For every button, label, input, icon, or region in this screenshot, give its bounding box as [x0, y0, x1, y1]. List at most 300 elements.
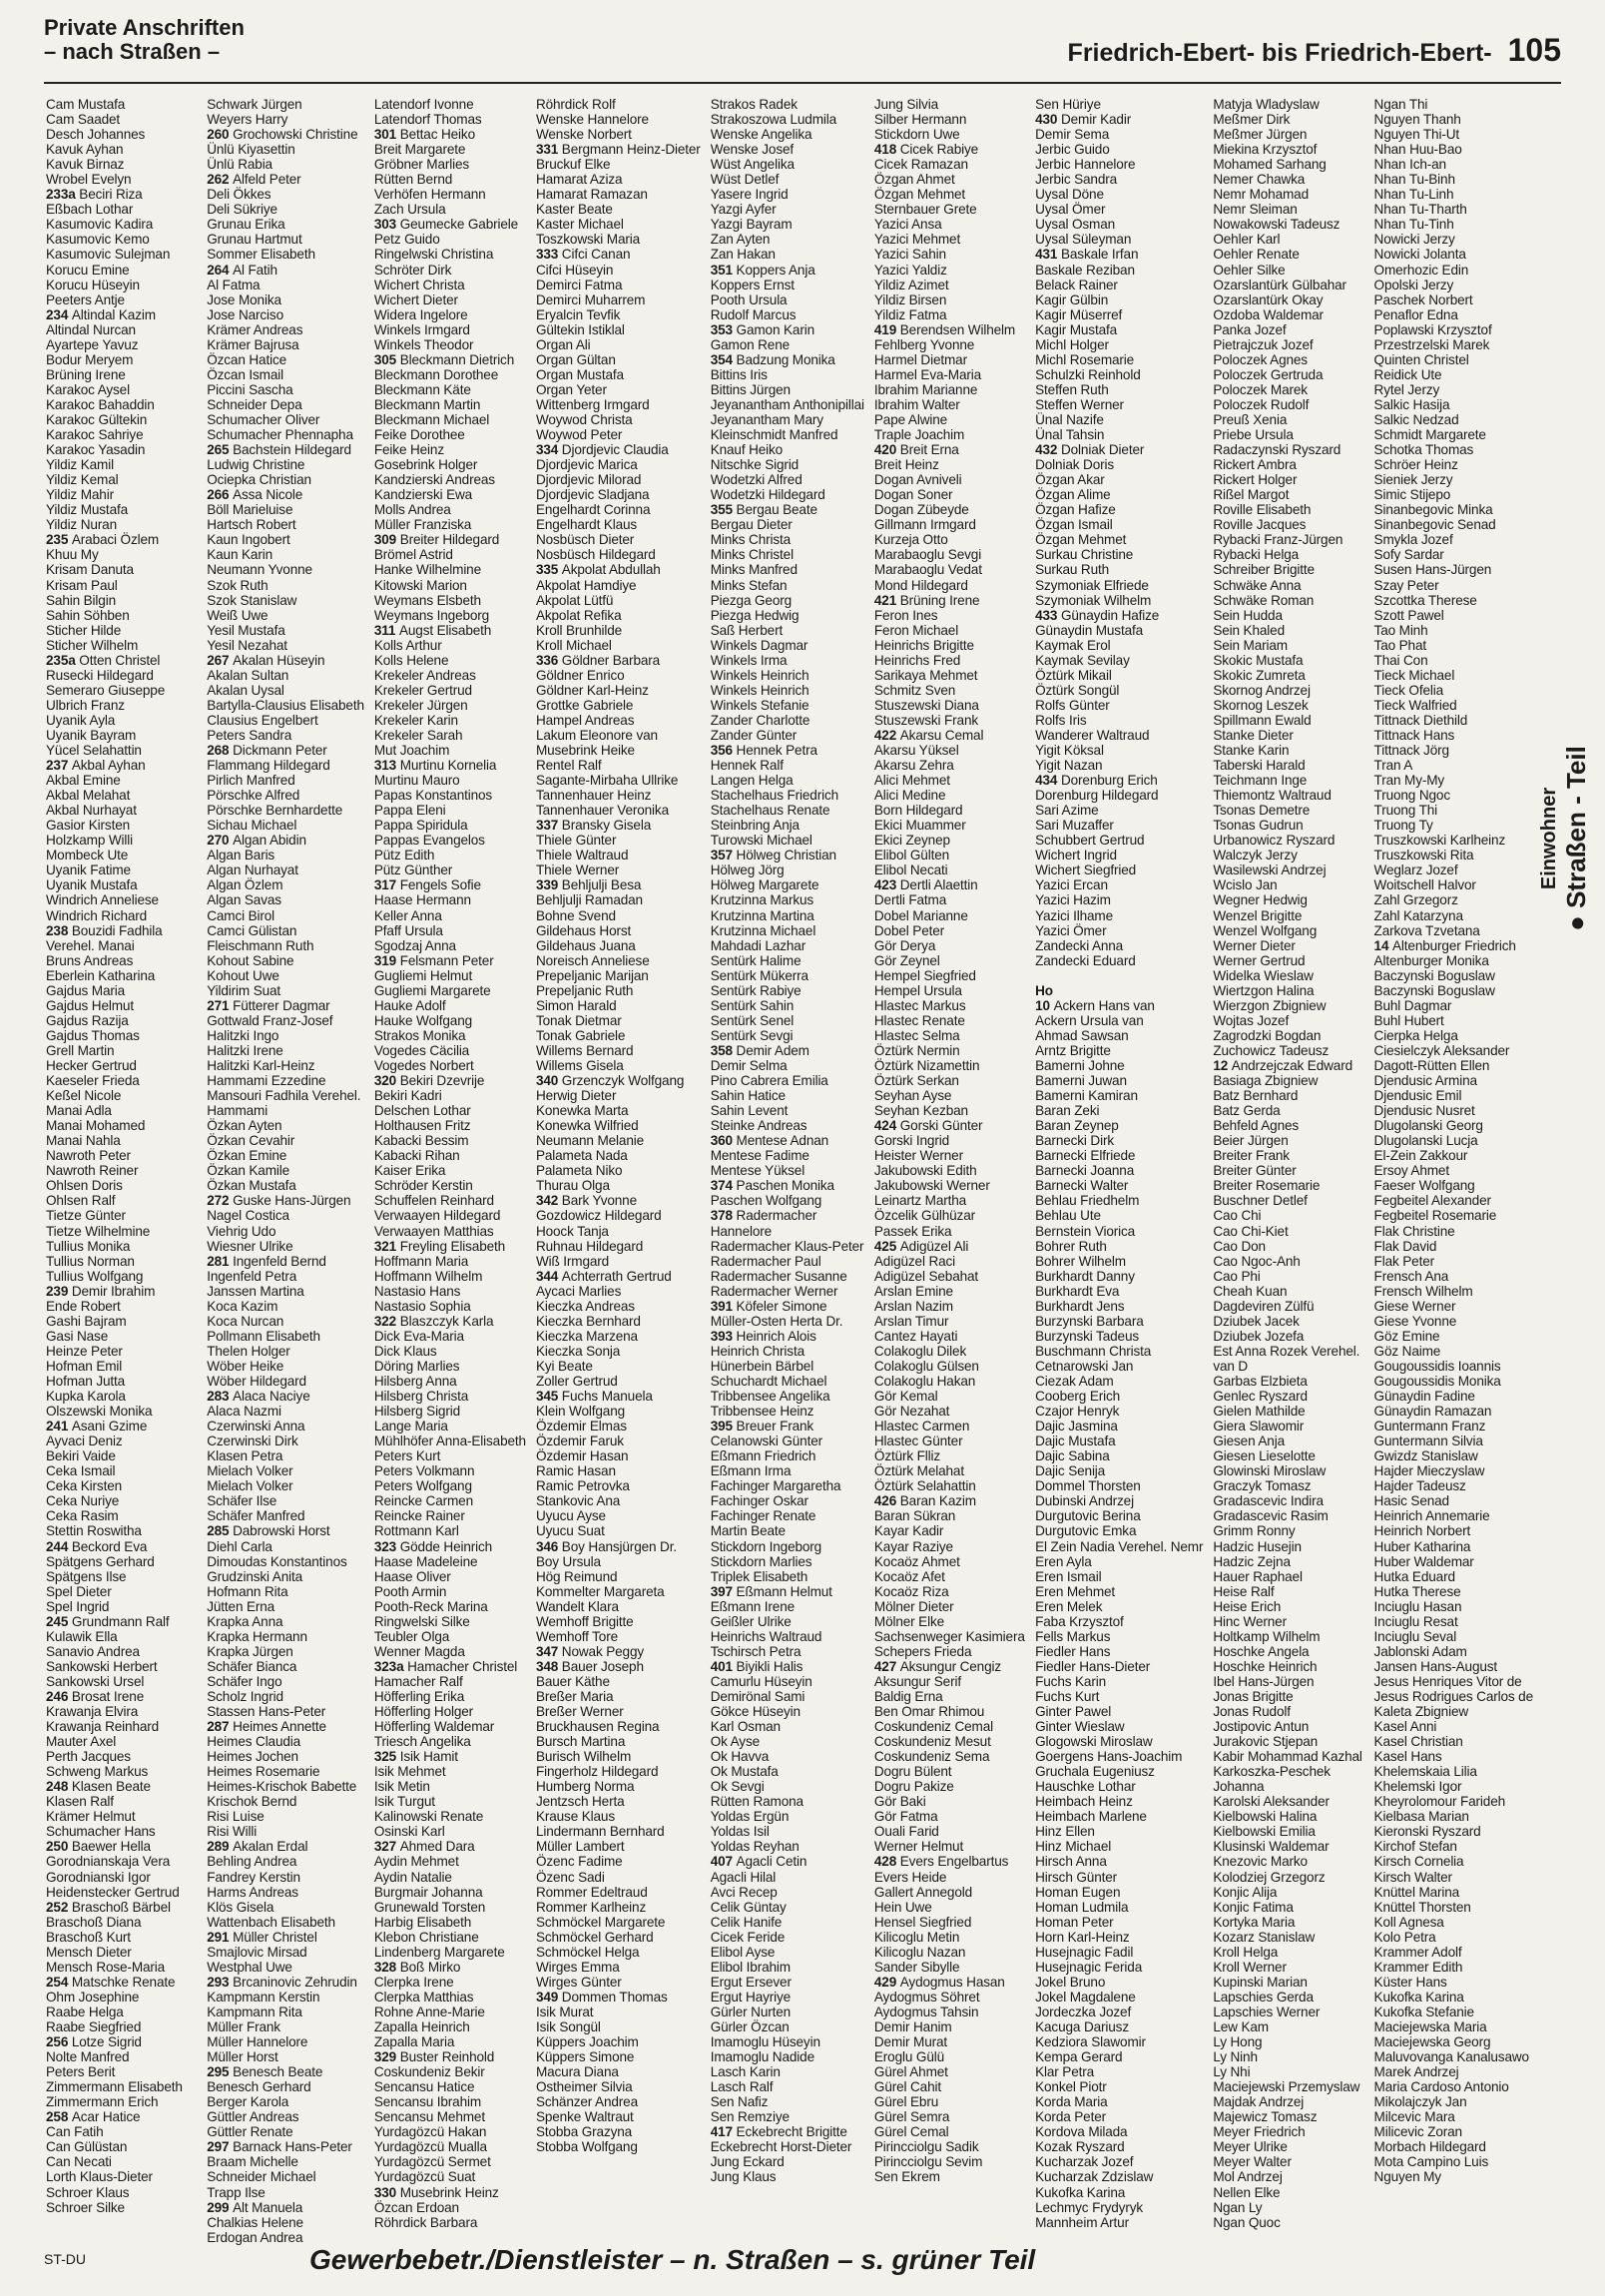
- directory-entry: El-Zein Zakkour: [1373, 1148, 1468, 1164]
- directory-entry: Krekeler Karin: [373, 712, 458, 728]
- directory-entry: Fingerholz Hildegard: [535, 1764, 659, 1780]
- directory-entry: 265 Bachstein Hildegard: [207, 442, 351, 458]
- directory-entry: Cao Phi: [1213, 1268, 1261, 1284]
- directory-entry: Tietze Wilhelmine: [46, 1223, 151, 1239]
- directory-entry: Pirlich Manfred: [207, 773, 295, 789]
- directory-entry: Stankovic Ana: [535, 1493, 621, 1509]
- directory-entry: Rytel Jerzy: [1373, 381, 1440, 397]
- directory-entry: Kleinschmidt Manfred: [710, 427, 838, 443]
- directory-entry: Hensel Siegfried: [873, 1914, 972, 1930]
- directory-entry: Kasumovic Kadira: [46, 217, 154, 233]
- directory-entry: Radaczynski Ryszard: [1213, 442, 1341, 458]
- directory-entry: Nguyen Thanh: [1373, 112, 1461, 128]
- directory-entry: Paschen Wolfgang: [710, 1193, 822, 1209]
- directory-entry: Kaun Karin: [207, 547, 272, 563]
- directory-entry: Surkau Ruth: [1035, 562, 1110, 578]
- directory-entry: Feike Heinz: [373, 442, 444, 458]
- directory-entry: Ginter Wieslaw: [1035, 1719, 1125, 1735]
- directory-entry: Zimmermann Erich: [46, 2094, 159, 2110]
- directory-entry: Tittnack Hans: [1373, 727, 1455, 743]
- directory-entry: 358 Demir Adem: [710, 1042, 809, 1058]
- directory-entry: Ceka Ismail: [46, 1463, 116, 1479]
- directory-entry: Hofman Emil: [46, 1358, 123, 1374]
- directory-entry: Horn Karl-Heinz: [1035, 1929, 1130, 1945]
- directory-entry: Giese Werner: [1373, 1298, 1456, 1314]
- directory-entry: Winkels Stefanie: [710, 697, 809, 713]
- directory-entry: Buhl Hubert: [1373, 1012, 1444, 1028]
- directory-entry: Eßmann Friedrich: [710, 1448, 816, 1464]
- directory-entry: Uyanik Mustafa: [46, 877, 138, 893]
- directory-entry: Haase Madeleine: [373, 1553, 478, 1569]
- directory-entry: Tittnack Diethild: [1373, 712, 1468, 728]
- directory-entry: Colakoglu Gülsen: [873, 1358, 979, 1374]
- directory-entry: Herwig Dieter: [535, 1088, 617, 1104]
- directory-entry: Gashi Bajram: [46, 1313, 127, 1329]
- directory-entry: Karakoc Yasadin: [46, 442, 146, 458]
- directory-entry: Lakum Eleonore van: [535, 727, 658, 743]
- directory-entry: Schweng Markus: [46, 1764, 149, 1780]
- directory-entry: Ok Mustafa: [710, 1764, 779, 1780]
- directory-entry: Ünal Tahsin: [1035, 427, 1105, 443]
- directory-entry: Wenske Norbert: [535, 127, 632, 143]
- directory-entry: Jung Eckard: [710, 2154, 785, 2170]
- directory-entry: Breit Heinz: [873, 457, 939, 473]
- directory-entry: Ceka Kirsten: [46, 1478, 123, 1494]
- directory-entry: Ly Hong: [1213, 2034, 1263, 2050]
- directory-entry: Marabaoglu Vedat: [873, 562, 982, 578]
- directory-entry: Yoldas Reyhan: [710, 1839, 800, 1855]
- directory-entry: Gasior Kirsten: [46, 818, 131, 834]
- directory-entry: Krapka Hermann: [207, 1628, 307, 1644]
- directory-entry: Kasel Hans: [1373, 1749, 1442, 1765]
- directory-entry: Grottke Gabriele: [535, 697, 634, 713]
- directory-entry: Feron Michael: [873, 622, 959, 638]
- directory-entry: Batz Gerda: [1213, 1103, 1281, 1119]
- directory-entry: Poloczek Gertruda: [1213, 366, 1324, 382]
- directory-entry: Tittnack Jörg: [1373, 743, 1449, 759]
- directory-entry: Szok Stanislaw: [207, 592, 297, 608]
- directory-entry: Zuchowicz Tadeusz: [1213, 1042, 1330, 1058]
- directory-entry: Zoller Gertrud: [535, 1373, 618, 1389]
- directory-entry: Fiedler Hans: [1035, 1643, 1111, 1659]
- directory-entry: Bohne Svend: [535, 907, 616, 923]
- directory-entry: Kalinowski Renate: [373, 1809, 484, 1825]
- directory-entry: Yazici Ansa: [873, 217, 942, 233]
- directory-entry: Huber Katharina: [1373, 1538, 1471, 1554]
- directory-entry: Coskundeniz Cemal: [873, 1719, 993, 1735]
- directory-entry: Kasumovic Kemo: [46, 232, 150, 248]
- directory-entry: Heimes-Krischok Babette: [207, 1779, 357, 1795]
- directory-entry: Schumacher Oliver: [207, 411, 320, 427]
- directory-entry: Prepeljanic Marijan: [535, 967, 649, 983]
- directory-entry: Spillmann Ewald: [1213, 712, 1312, 728]
- directory-entry: Coskundeniz Mesut: [873, 1734, 991, 1750]
- directory-entry: Nemer Chawka: [1213, 172, 1306, 188]
- directory-entry: van D: [1213, 1358, 1249, 1374]
- directory-entry: 244 Beckord Eva: [46, 1538, 148, 1554]
- directory-entry: Sinanbegovic Senad: [1373, 517, 1496, 533]
- directory-entry: Basiaga Zbigniew: [1213, 1073, 1319, 1089]
- directory-entry: 331 Bergmann Heinz-Dieter: [535, 142, 701, 158]
- directory-entry: Grunau Erika: [207, 217, 285, 233]
- directory-entry: 260 Grochowski Christine: [207, 127, 358, 143]
- directory-entry: Weymans Elsbeth: [373, 592, 481, 608]
- directory-entry: Schmidt Margarete: [1373, 427, 1486, 443]
- directory-entry: Kavuk Ayhan: [46, 142, 124, 158]
- directory-entry: Wenner Magda: [373, 1643, 465, 1659]
- directory-entry: Homan Ludmila: [1035, 1899, 1129, 1915]
- directory-entry: Jeyanantham Mary: [710, 411, 823, 427]
- directory-entry: 355 Bergau Beate: [710, 502, 817, 518]
- directory-entry: Stobba Grazyna: [535, 2124, 633, 2140]
- directory-entry: Müller Hannelore: [207, 2034, 308, 2050]
- directory-entry: Belack Rainer: [1035, 277, 1118, 292]
- directory-entry: Eßmann Irma: [710, 1463, 792, 1479]
- directory-entry: Kirsch Cornelia: [1373, 1854, 1464, 1870]
- directory-entry: Aksungur Serif: [873, 1673, 961, 1689]
- directory-entry: Hilsberg Christa: [373, 1389, 469, 1405]
- directory-entry: Gürler Özcan: [710, 2019, 790, 2034]
- directory-entry: Sagante-Mirbaha Ullrike: [535, 773, 679, 789]
- directory-entry: Bittins Jürgen: [710, 381, 791, 397]
- directory-entry: 419 Berendsen Wilhelm: [873, 321, 1016, 337]
- directory-entry: Bergau Dieter: [710, 517, 793, 533]
- directory-entry: Sein Mariam: [1213, 637, 1288, 653]
- directory-entry: Bamerni Juwan: [1035, 1073, 1127, 1089]
- directory-entry: Ramic Hasan: [535, 1463, 616, 1479]
- directory-entry: Nosbüsch Dieter: [535, 532, 635, 548]
- directory-entry: Korucu Hüseyin: [46, 277, 140, 292]
- directory-entry: Gradascevic Rasim: [1213, 1508, 1329, 1524]
- directory-entry: Rudolf Marcus: [710, 306, 797, 322]
- directory-entry: Fehlberg Yvonne: [873, 336, 975, 352]
- directory-entry: Organ Ali: [535, 336, 591, 352]
- directory-entry: Rommer Edeltraud: [535, 1884, 648, 1900]
- directory-entry: Schröter Dirk: [373, 262, 452, 278]
- directory-entry: Özdemir Faruk: [535, 1434, 624, 1449]
- directory-entry: Salkic Hasija: [1373, 396, 1450, 412]
- directory-entry: Ergut Ersever: [710, 1974, 792, 1990]
- directory-entry: Aydin Mehmet: [373, 1854, 459, 1870]
- directory-entry: Lorth Klaus-Dieter: [46, 2169, 153, 2185]
- directory-entry: Nguyen Thi-Ut: [1373, 127, 1459, 143]
- directory-entry: Hauer Raphael: [1213, 1568, 1303, 1584]
- directory-entry: Schmöckel Helga: [535, 1944, 640, 1960]
- directory-entry: Göldner Enrico: [535, 667, 625, 683]
- directory-entry: Willems Gisela: [535, 1058, 624, 1073]
- directory-entry: Altindal Nurcan: [46, 321, 136, 337]
- directory-entry: Kaster Michael: [535, 217, 624, 233]
- directory-entry: Özcan Hatice: [207, 351, 287, 367]
- directory-entry: Meyer Ulrike: [1213, 2139, 1288, 2155]
- directory-entry: Akbal Melahat: [46, 788, 131, 804]
- directory-entry: Mensch Rose-Maria: [46, 1959, 166, 1975]
- directory-entry: Yurdagözcü Sermet: [373, 2154, 491, 2170]
- directory-entry: Pino Cabrera Emilia: [710, 1073, 828, 1089]
- directory-entry: Wiesner Ulrike: [207, 1238, 293, 1254]
- directory-entry: 287 Heimes Annette: [207, 1719, 326, 1735]
- directory-entry: Gajdus Helmut: [46, 997, 134, 1013]
- directory-entry: Bittins Iris: [710, 366, 768, 382]
- directory-entry: Kukofka Stefanie: [1373, 2004, 1474, 2019]
- directory-entry: Czerwinski Anna: [207, 1419, 305, 1435]
- directory-entry: Strakos Monika: [373, 1027, 466, 1043]
- directory-entry: Eßbach Lothar: [46, 202, 134, 218]
- directory-entry: 256 Lotze Sigrid: [46, 2034, 142, 2050]
- directory-entry: Strakoszowa Ludmila: [710, 112, 837, 128]
- directory-entry: Kagir Gülbin: [1035, 291, 1109, 307]
- directory-entry: Gradascevic Indira: [1213, 1493, 1324, 1509]
- directory-entry: Garbas Elzbieta: [1213, 1373, 1308, 1389]
- directory-entry: Jerbic Guido: [1035, 142, 1110, 158]
- directory-entry: Isik Murat: [535, 2004, 594, 2019]
- directory-entry: Mauter Axel: [46, 1734, 117, 1750]
- directory-entry: 254 Matschke Renate: [46, 1974, 176, 1990]
- directory-entry: Fachinger Oskar: [710, 1493, 808, 1509]
- directory-entry: Mombeck Ute: [46, 848, 129, 863]
- directory-entry: Stanke Dieter: [1213, 727, 1294, 743]
- directory-column-4: [536, 97, 701, 2225]
- directory-entry: Sen Hüriye: [1035, 97, 1101, 112]
- directory-entry: Sarikaya Mehmet: [873, 667, 978, 683]
- directory-entry: Özenc Fadime: [535, 1854, 623, 1870]
- directory-entry: Arslan Emine: [873, 1283, 953, 1299]
- directory-entry: Thiele Günter: [535, 833, 617, 849]
- directory-entry: Heimes Rosemarie: [207, 1764, 320, 1780]
- directory-entry: Zander Charlotte: [710, 712, 810, 728]
- directory-entry: Rütten Bernd: [373, 172, 453, 188]
- directory-entry: Heise Erich: [1213, 1598, 1282, 1614]
- directory-entry: Holtkamp Wilhelm: [1213, 1628, 1321, 1644]
- directory-entry: Adigüzel Raci: [873, 1253, 956, 1269]
- directory-entry: Yoldas Isil: [710, 1824, 770, 1840]
- directory-entry: Uysal Osman: [1035, 217, 1116, 233]
- directory-entry: Sieniek Jerzy: [1373, 472, 1453, 488]
- directory-entry: Heinrichs Brigitte: [873, 637, 974, 653]
- directory-entry: Flak David: [1373, 1238, 1437, 1254]
- directory-entry: Gürler Nurten: [710, 2004, 792, 2019]
- directory-entry: Fleischmann Ruth: [207, 937, 314, 953]
- directory-entry: Steffen Ruth: [1035, 381, 1109, 397]
- directory-entry: Kolodziej Grzegorz: [1213, 1869, 1326, 1885]
- directory-entry: Yigit Nazan: [1035, 758, 1103, 774]
- directory-entry: Hilsberg Sigrid: [373, 1404, 461, 1420]
- directory-entry: Ohlsen Ralf: [46, 1193, 116, 1209]
- directory-entry: Stanke Karin: [1213, 743, 1290, 759]
- directory-entry: Cheah Kuan: [1213, 1283, 1288, 1299]
- directory-entry: Keller Anna: [373, 907, 442, 923]
- directory-entry: 309 Breiter Hildegard: [373, 532, 500, 548]
- directory-entry: Akarsu Yüksel: [873, 743, 959, 759]
- directory-entry: Bruckhausen Regina: [535, 1719, 660, 1735]
- directory-entry: Gürel Ahmet: [873, 2064, 948, 2080]
- directory-entry: Brüning Irene: [46, 366, 126, 382]
- directory-entry: 248 Klasen Beate: [46, 1779, 151, 1795]
- directory-entry: Koca Nurcan: [207, 1313, 284, 1329]
- directory-entry: Spätgens Gerhard: [46, 1553, 155, 1569]
- directory-entry: Ludwig Christine: [207, 457, 305, 473]
- directory-entry: Rohne Anne-Marie: [373, 2004, 485, 2019]
- directory-entry: Nawroth Reiner: [46, 1163, 139, 1179]
- directory-entry: Jeyanantham Anthonipillai: [710, 396, 864, 412]
- directory-entry: 356 Hennek Petra: [710, 743, 817, 759]
- directory-entry: Göz Naime: [1373, 1343, 1441, 1359]
- directory-entry: 433 Günaydin Hafize: [1035, 607, 1160, 623]
- directory-entry: 272 Guske Hans-Jürgen: [207, 1193, 351, 1209]
- directory-entry: Yoldas Ergün: [710, 1809, 790, 1825]
- directory-entry: Braschoß Kurt: [46, 1929, 131, 1945]
- directory-entry: Korda Peter: [1035, 2109, 1107, 2125]
- directory-entry: Wichert Dieter: [373, 291, 458, 307]
- directory-column-3: [373, 97, 526, 2230]
- directory-entry: Gör Fatma: [873, 1809, 938, 1825]
- directory-entry: Minks Stefan: [710, 577, 788, 593]
- directory-entry: Engelhardt Klaus: [535, 517, 638, 533]
- directory-entry: Schneider Depa: [207, 396, 302, 412]
- directory-entry: 313 Murtinu Kornelia: [373, 758, 497, 774]
- directory-entry: El Zein Nadia Verehel. Nemr: [1035, 1538, 1204, 1554]
- directory-entry: Uyucu Suat: [535, 1523, 605, 1539]
- directory-entry: Bartylla-Clausius Elisabeth: [207, 697, 364, 713]
- directory-entry: Eroglu Gülü: [873, 2049, 945, 2065]
- directory-entry: 334 Djordjevic Claudia: [535, 442, 669, 458]
- directory-entry: Yildiz Kemal: [46, 472, 119, 488]
- directory-entry: Alici Medine: [873, 788, 946, 804]
- directory-entry: Zapalla Heinrich: [373, 2019, 470, 2034]
- directory-entry: Kirchof Stefan: [1373, 1839, 1457, 1855]
- directory-entry: Hög Reimund: [535, 1568, 618, 1584]
- directory-entry: Minks Christa: [710, 532, 792, 548]
- directory-entry: Hinz Michael: [1035, 1839, 1112, 1855]
- directory-entry: 429 Aydogmus Hasan: [873, 1974, 1005, 1990]
- directory-entry: Tieck Ofelia: [1373, 682, 1444, 698]
- directory-entry: Wodetzki Hildegard: [710, 487, 825, 503]
- directory-entry: Dagdeviren Zülfü: [1213, 1298, 1315, 1314]
- directory-entry: Klar Petra: [1035, 2064, 1095, 2080]
- directory-entry: Kolo Petra: [1373, 1929, 1436, 1945]
- directory-entry: Petz Guido: [373, 232, 440, 248]
- side-tab-line1: Einwohner: [1538, 787, 1560, 890]
- directory-entry: Taberski Harald: [1213, 758, 1306, 774]
- directory-entry: Poloczek Agnes: [1213, 351, 1308, 367]
- directory-entry: Lechmyc Frydyryk: [1035, 2199, 1143, 2215]
- directory-entry: Kolls Helene: [373, 652, 449, 668]
- directory-entry: Buschner Detlef: [1213, 1193, 1308, 1209]
- directory-entry: Bohrer Wilhelm: [1035, 1253, 1126, 1269]
- directory-entry: Meyer Walter: [1213, 2154, 1292, 2170]
- directory-entry: Wittenberg Irmgard: [535, 396, 650, 412]
- directory-entry: Kielbasa Marian: [1373, 1809, 1469, 1825]
- directory-entry: 295 Benesch Beate: [207, 2064, 323, 2080]
- directory-entry: 397 Eßmann Helmut: [710, 1583, 832, 1599]
- directory-entry: Jokel Bruno: [1035, 1974, 1106, 1990]
- directory-entry: Hannelore: [710, 1223, 773, 1239]
- directory-entry: Algan Özlem: [207, 877, 283, 893]
- directory-entry: Tannenhauer Veronika: [535, 803, 669, 819]
- directory-entry: Gökce Hüseyin: [710, 1704, 801, 1720]
- directory-entry: Mentese Fadime: [710, 1148, 809, 1164]
- directory-entry: Sahin Hatice: [710, 1088, 786, 1104]
- directory-entry: Lew Kam: [1213, 2019, 1269, 2034]
- directory-entry: Baran Zeki: [1035, 1103, 1100, 1119]
- directory-entry: Schänzer Andrea: [535, 2094, 638, 2110]
- directory-entry: Ceka Rasim: [46, 1508, 119, 1524]
- directory-entry: Krammer Edith: [1373, 1959, 1463, 1975]
- directory-entry: Thiele Werner: [535, 862, 620, 878]
- directory-entry: Humberg Norma: [535, 1779, 635, 1795]
- directory-entry: 327 Ahmed Dara: [373, 1839, 475, 1855]
- directory-entry: Dajic Jasmina: [1035, 1419, 1118, 1435]
- directory-entry: Maria Cardoso Antonio: [1373, 2079, 1509, 2095]
- directory-column-9: [1374, 97, 1533, 2225]
- directory-entry: Skornog Andrzej: [1213, 682, 1311, 698]
- directory-entry: Flak Christine: [1373, 1223, 1455, 1239]
- directory-entry: Höfferling Waldemar: [373, 1719, 495, 1735]
- footer-code: ST-DU: [44, 2251, 86, 2267]
- directory-entry: Gildehaus Juana: [535, 937, 636, 953]
- directory-entry: Smajlovic Mirsad: [207, 1944, 307, 1960]
- directory-entry: 336 Göldner Barbara: [535, 652, 661, 668]
- directory-entry: Dick Eva-Maria: [373, 1328, 464, 1344]
- directory-entry: Yildiz Nuran: [46, 517, 117, 533]
- directory-entry: Gorodnianskaja Vera: [46, 1854, 171, 1870]
- directory-entry: Kieczka Sonja: [535, 1343, 621, 1359]
- directory-entry: Klös Gisela: [207, 1899, 274, 1915]
- directory-entry: Sencansu Ibrahim: [373, 2094, 482, 2110]
- directory-entry: Özcelik Gülhüzar: [873, 1208, 975, 1224]
- directory-entry: Seyhan Kezban: [873, 1103, 968, 1119]
- directory-entry: Hadzic Husejin: [1213, 1538, 1302, 1554]
- directory-entry: Sen Ekrem: [873, 2169, 940, 2185]
- directory-entry: Baran Zeynep: [1035, 1118, 1119, 1134]
- directory-entry: Truszkowski Karlheinz: [1373, 833, 1506, 849]
- directory-entry: Lapschies Gerda: [1213, 1989, 1314, 2005]
- directory-entry: Kortyka Maria: [1213, 1914, 1296, 1930]
- directory-entry: 239 Demir Ibrahim: [46, 1283, 156, 1299]
- directory-entry: Evers Heide: [873, 1869, 947, 1885]
- directory-entry: Bodur Meryem: [46, 351, 134, 367]
- directory-entry: Uyanik Fatime: [46, 862, 131, 878]
- directory-entry: Behlau Ute: [1035, 1208, 1101, 1224]
- directory-entry: 252 Braschoß Bärbel: [46, 1899, 171, 1915]
- directory-entry: Eren Ayla: [1035, 1553, 1092, 1569]
- directory-entry: Kavuk Birnaz: [46, 157, 125, 173]
- directory-entry: Rütten Ramona: [710, 1794, 803, 1810]
- directory-entry: Ekici Zeynep: [873, 833, 950, 849]
- directory-entry: Sternbauer Grete: [873, 202, 977, 218]
- directory-entry: Karolski Aleksander: [1213, 1794, 1330, 1810]
- directory-entry: Durgutovic Berina: [1035, 1508, 1141, 1524]
- directory-entry: Szcottka Therese: [1373, 592, 1477, 608]
- directory-entry: Engelhardt Corinna: [535, 502, 651, 518]
- directory-entry: Sari Muzaffer: [1035, 818, 1114, 834]
- directory-entry: Burkhardt Jens: [1035, 1298, 1125, 1314]
- directory-entry: 246 Brosat Irene: [46, 1688, 145, 1704]
- directory-entry: Gozdowicz Hildegard: [535, 1208, 662, 1224]
- directory-entry: Stachelhaus Friedrich: [710, 788, 839, 804]
- directory-entry: Ayvaci Deniz: [46, 1434, 123, 1449]
- directory-entry: Beier Jürgen: [1213, 1133, 1289, 1149]
- directory-entry: Nitschke Sigrid: [710, 457, 800, 473]
- directory-entry: Heinrich Christa: [710, 1343, 804, 1359]
- directory-entry: Winkels Heinrich: [710, 667, 809, 683]
- directory-entry: Dogru Pakize: [873, 1779, 954, 1795]
- directory-entry: Günaydin Mustafa: [1035, 622, 1144, 638]
- directory-column-1: [46, 97, 197, 2225]
- directory-entry: Gürel Semra: [873, 2109, 950, 2125]
- directory-entry: Heise Ralf: [1213, 1583, 1275, 1599]
- directory-entry: Peters Sandra: [207, 727, 292, 743]
